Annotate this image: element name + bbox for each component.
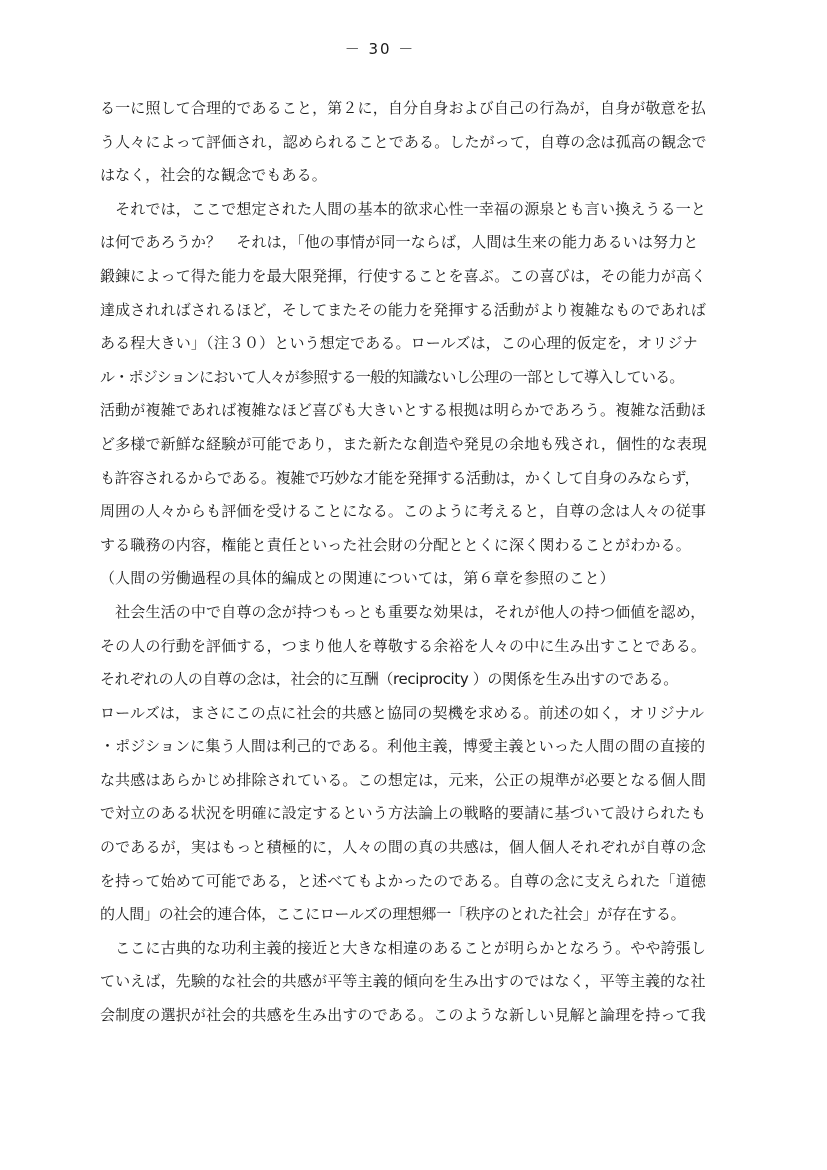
text-line: のであるが，実はもっと積極的に，人々の間の真の共感は，個人個人それぞれが自尊の念 <box>100 838 707 857</box>
text-line: は何であろうか？ それは，「他の事情が同一ならば，人間は生来の能力あるいは努力と <box>100 233 699 252</box>
text-line: で対立のある状況を明確に設定するという方法論上の戦略的要請に基づいて設けられたも <box>100 804 707 823</box>
page-number: － 30 － <box>344 40 416 58</box>
text-line: ど多様で新鮮な経験が可能であり，また新たな創造や発見の余地も残され，個性的な表現 <box>100 434 707 453</box>
text-line: 達成されればされるほど，そしてまたその能力を発揮する活動がより複雑なものであれば <box>100 300 707 319</box>
text-line: 的人間」の社会的連合体，ここにロールズの理想郷一「秩序のとれた社会」が存在する。 <box>100 905 686 924</box>
text-line: な共感はあらかじめ排除されている。この想定は，元来，公正の規準が必要となる個人間 <box>100 770 707 789</box>
body-text <box>100 92 740 1033</box>
text-line: 活動が複雑であれば複雑なほど喜びも大きいとする根拠は明らかであろう。複雑な活動ほ <box>100 401 707 420</box>
text-line: （人間の労働過程の具体的編成との関連については，第６章を参照のこと） <box>100 569 615 588</box>
text-line: う人々によって評価され，認められることである。したがって，自尊の念は孤高の観念で <box>100 132 707 151</box>
text-line: それでは，ここで想定された人間の基本的欲求心性一幸福の源泉とも言い換えうる一と <box>100 199 707 218</box>
text-line: 周囲の人々からも評価を受けることになる。このように考えると，自尊の念は人々の従事 <box>100 502 707 521</box>
text-line: ル・ポジションにおいて人々が参照する一般的知識ないし公理の一部として導入している。 <box>100 367 684 386</box>
text-line: も許容されるからである。複雑で巧妙な才能を発揮する活動は，かくして自身のみならず， <box>100 468 700 487</box>
text-line: する職務の内容，権能と責任といった社会財の分配ととくに深く関わることがわかる。 <box>100 535 691 554</box>
text-line: ロールズは，まさにこの点に社会的共感と協同の契機を求める。前述の如く，オリジナル <box>100 703 705 722</box>
text-line: ここに古典的な功利主義的接近と大きな相違のあることが明らかとなろう。やや誇張し <box>100 938 707 957</box>
text-line: ていえば，先験的な社会的共感が平等主義的傾向を生み出すのではなく，平等主義的な社 <box>100 972 706 991</box>
text-line: 社会生活の中で自尊の念が持つもっとも重要な効果は，それが他人の持つ価値を認め， <box>100 602 706 621</box>
text-line: ある程大きい」（注３０）という想定である。ロールズは，この心理的仮定を，オリジナ <box>100 334 698 353</box>
text-line: その人の行動を評価する，つまり他人を尊敬する余裕を人々の中に生み出すことである。 <box>100 636 707 655</box>
text-line: る一に照して合理的であること，第２に，自分自身および自己の行為が，自身が敬意を払 <box>100 99 707 117</box>
text-line: 会制度の選択が社会的共感を生み出すのである。このような新しい見解と論理を持って我 <box>100 1006 707 1025</box>
text-line: はなく，社会的な観念でもある。 <box>100 166 327 185</box>
text-line: 鍛錬によって得た能力を最大限発揮，行使することを喜ぶ。この喜びは，その能力が高く <box>100 266 707 285</box>
text-line: を持って始めて可能である，と述べてもよかったのである。自尊の念に支えられた「道徳 <box>100 871 707 890</box>
text-line: それぞれの人の自尊の念は，社会的に互酬（reciprocity ）の関係を生み出すのである。 <box>100 670 678 689</box>
text-line: ・ポジションに集う人間は利己的である。利他主義，博愛主義といった人間の間の直接的 <box>100 737 706 756</box>
